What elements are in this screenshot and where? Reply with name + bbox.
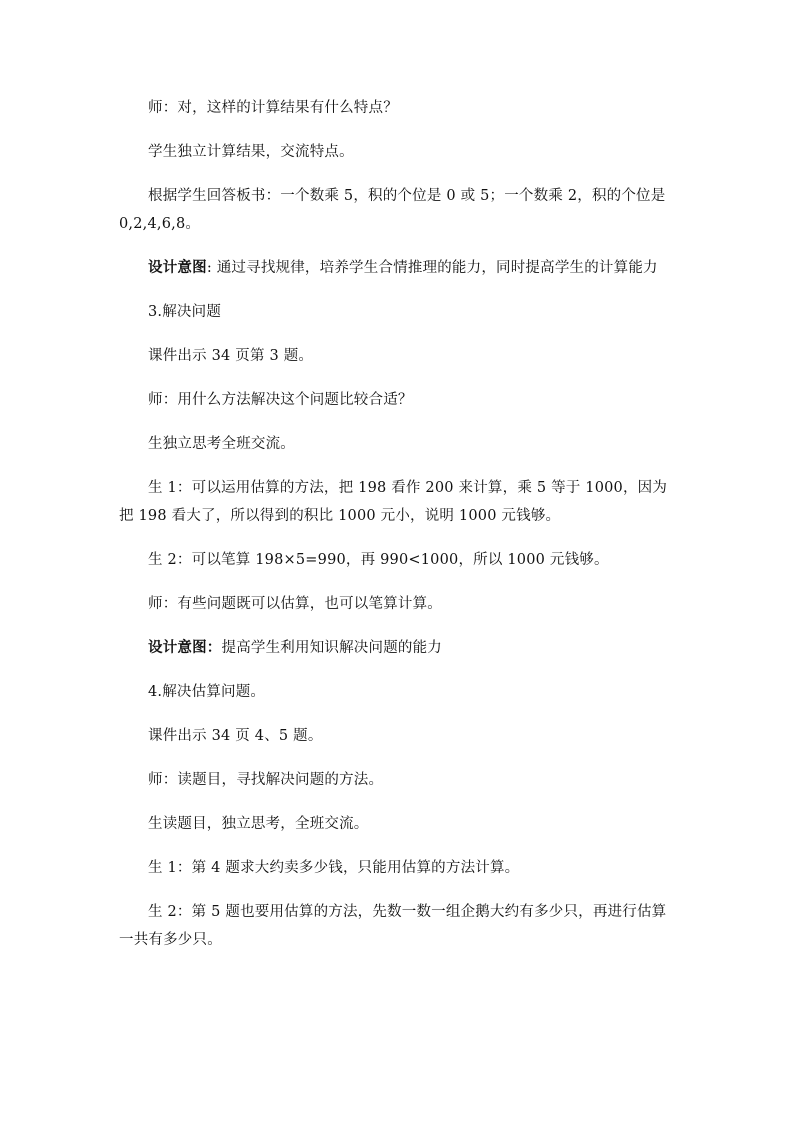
paragraph-courseware-q3: 课件出示 34 页第 3 题。	[148, 348, 314, 364]
paragraph-teacher-read: 师：读题目，寻找解决问题的方法。	[148, 772, 384, 788]
paragraph-courseware-q4-5: 课件出示 34 页 4、5 题。	[148, 728, 323, 744]
paragraph-board-notes: 根据学生回答板书：一个数乘 5，积的个位是 0 或 5；一个数乘 2，积的个位是 0,2,4,6,8。	[119, 188, 666, 232]
paragraph-teacher-method: 师：用什么方法解决这个问题比较合适？	[148, 392, 413, 408]
section-heading-estimation-problems: 4.解决估算问题。	[148, 684, 266, 700]
design-intent-label: 设计意图	[148, 259, 207, 276]
paragraph-student1-q4: 生 1：第 4 题求大约卖多少钱，只能用估算的方法计算。	[148, 860, 520, 876]
paragraph-design-intent-2	[119, 634, 677, 662]
paragraph-student-calc: 学生独立计算结果，交流特点。	[148, 144, 354, 160]
design-intent-text: 通过寻找规律，培养学生合情推理的能力，同时提高学生的计算能力	[216, 260, 658, 276]
paragraph-student1-estimate: 生 1：可以运用估算的方法，把 198 看作 200 来计算，乘 5 等于 1000，因为把 198 看大了，所以得到的积比 1000 元小，说明 1000 元钱够。	[119, 480, 668, 524]
paragraph-student-think: 生独立思考全班交流。	[148, 436, 295, 452]
document-body	[119, 94, 677, 954]
section-heading-solve-problems: 3.解决问题	[148, 304, 222, 320]
design-intent-label: 设计意图：	[148, 639, 222, 656]
paragraph-teacher-question: 师：对，这样的计算结果有什么特点？	[148, 100, 398, 116]
paragraph-student2-q5: 生 2：第 5 题也要用估算的方法，先数一数一组企鹅大约有多少只，再进行估算一共有多少只。	[119, 904, 667, 948]
paragraph-teacher-summary: 师：有些问题既可以估算，也可以笔算计算。	[148, 596, 442, 612]
design-intent-separator: :	[206, 260, 212, 276]
design-intent-text: 提高学生利用知识解决问题的能力	[221, 640, 442, 656]
paragraph-student2-written: 生 2：可以笔算 198×5=990，再 990<1000，所以 1000 元钱够。	[148, 552, 609, 568]
paragraph-design-intent-1	[119, 254, 677, 282]
paragraph-student-read: 生读题目，独立思考，全班交流。	[148, 816, 369, 832]
